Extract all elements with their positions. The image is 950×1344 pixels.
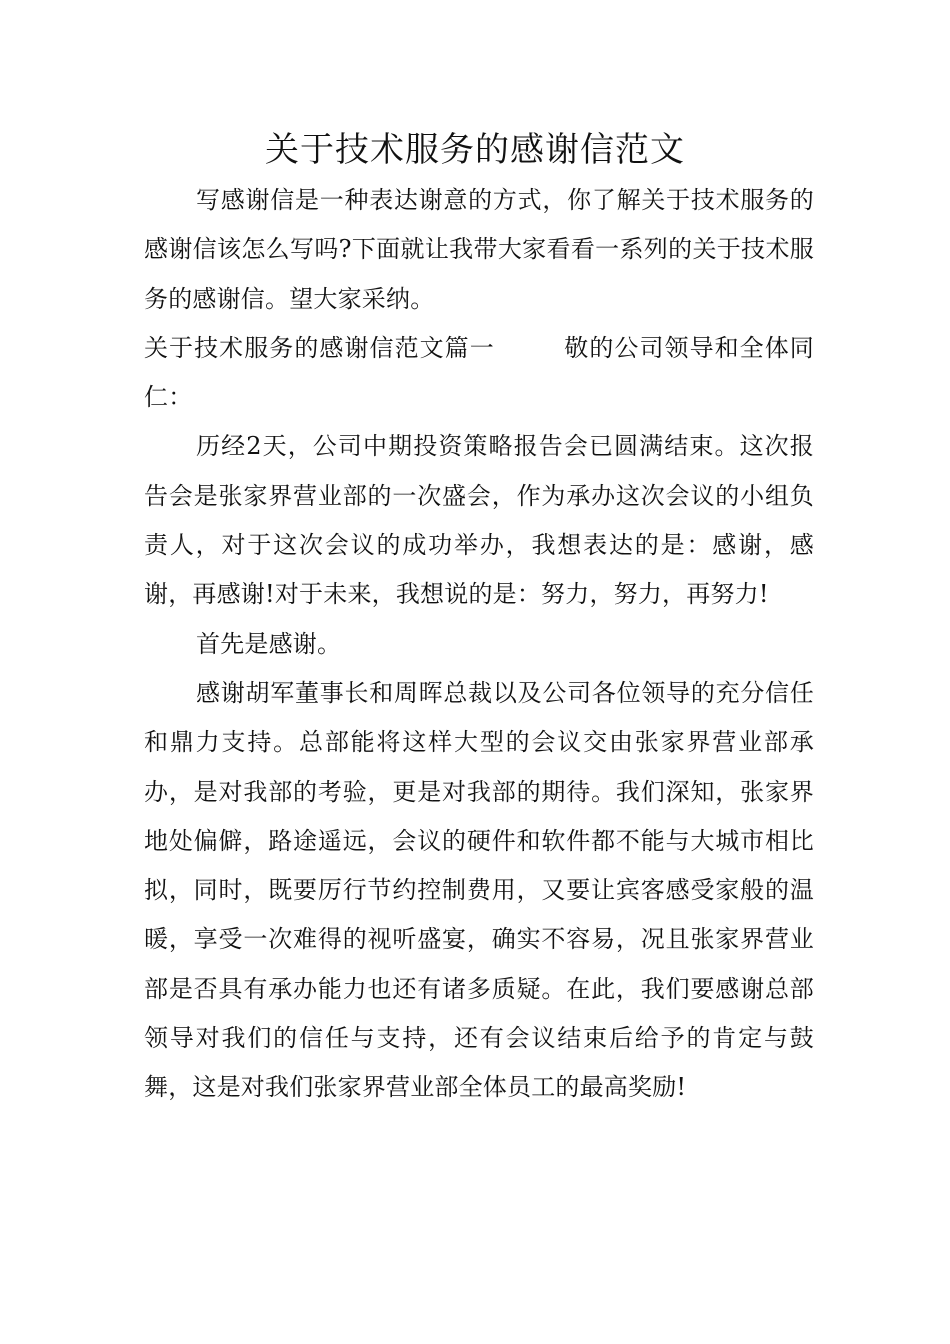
document-title: 关于技术服务的感谢信范文 — [265, 130, 685, 170]
document-body — [144, 176, 814, 1113]
body-paragraph: 首先是感谢。 — [196, 629, 342, 658]
intro-paragraph: 写感谢信是一种表达谢意的方式，你了解关于技术服务的感谢信该怎么写吗?下面就让我带大家看看一系列的关于技术服务的感谢信。望大家采纳。 — [144, 186, 814, 313]
body-paragraph: 历经2天，公司中期投资策略报告会已圆满结束。这次报告会是张家界营业部的一次盛会，作为承办这次会议的小组负责人，对于这次会议的成功举办，我想表达的是：感谢，感谢，再感谢!对于未来，我想说的是：努力，努力，再努力! — [144, 432, 814, 609]
body-paragraph: 感谢胡军董事长和周晖总裁以及公司各位领导的充分信任和鼎力支持。总部能将这样大型的会议交由张家界营业部承办，是对我部的考验，更是对我部的期待。我们深知，张家界地处偏僻，路途遥远，会议的硬件和软件都不能与大城市相比拟，同时，既要厉行节约控制费用，又要让宾客感受家般的温暖，享受一次难得的视听盛宴，确实不容易，况且张家界营业部是否具有承办能力也还有诸多质疑。在此，我们要感谢总部领导对我们的信任与支持，还有会议结束后给予的肯定与鼓舞，这是对我们张家界营业部全体员工的最高奖励! — [144, 678, 814, 1102]
section-heading: 关于技术服务的感谢信范文篇一 敬的公司领导和全体同仁： — [144, 333, 814, 412]
